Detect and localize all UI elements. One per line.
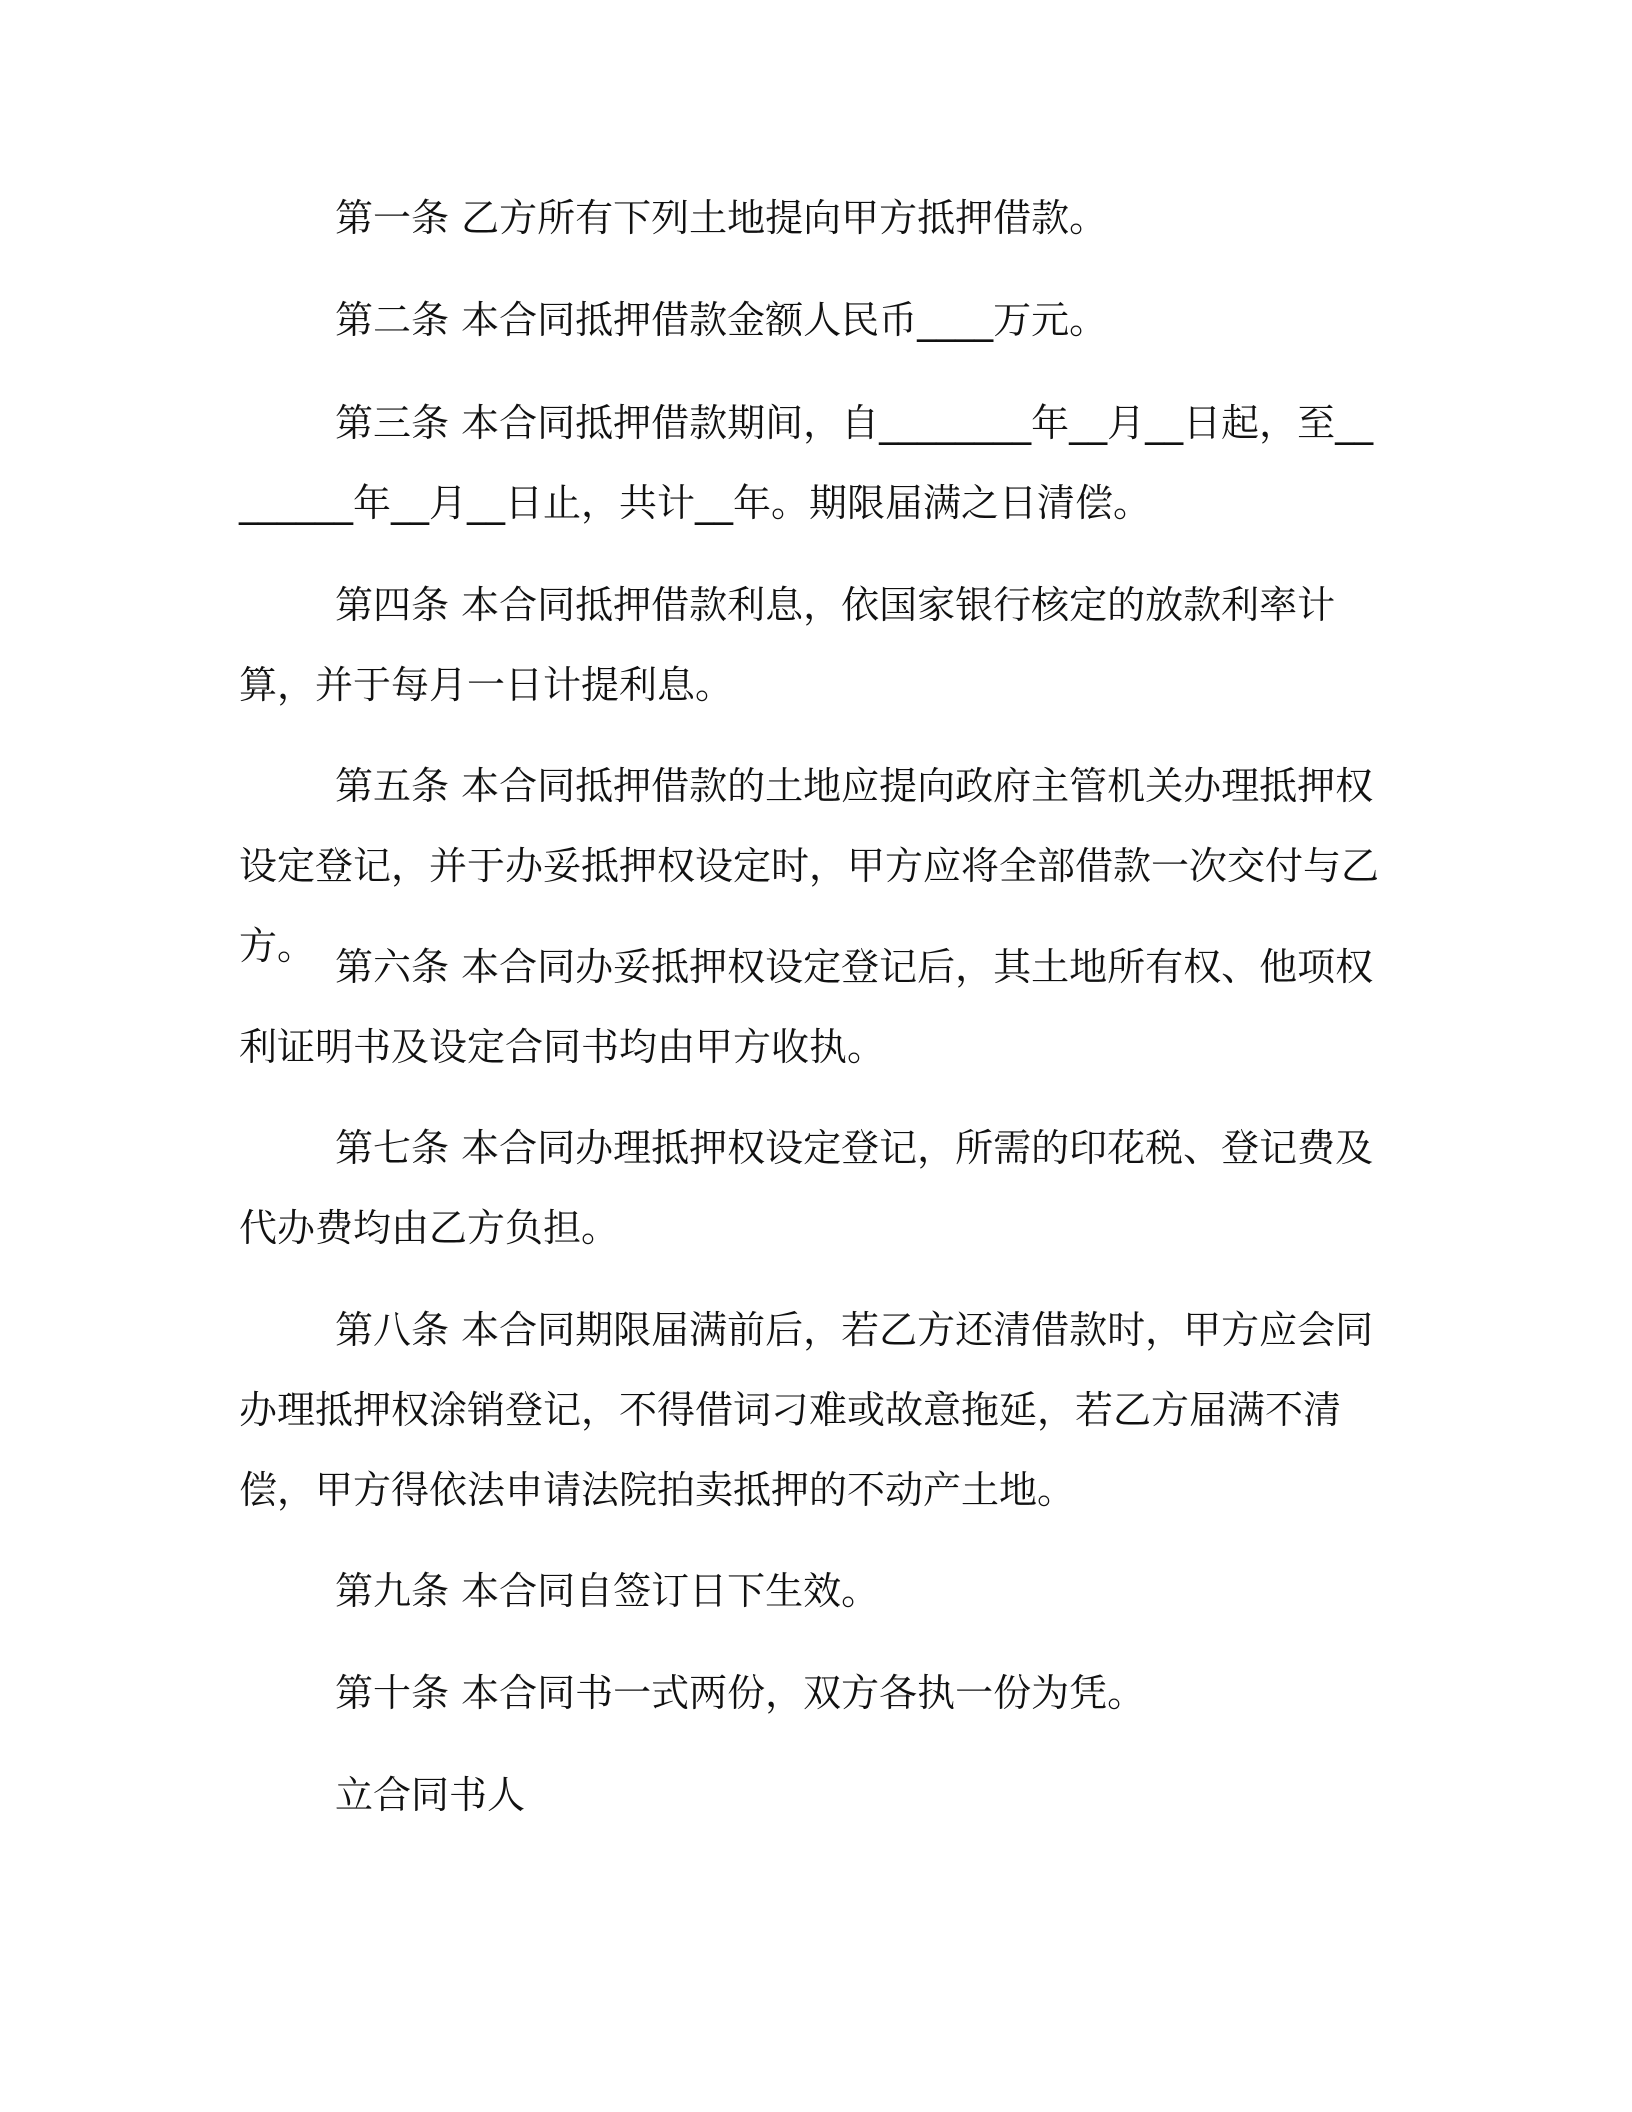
article-4: 第四条 本合同抵押借款利息，依国家银行核定的放款利率计算，并于每月一日计提利息。 bbox=[239, 583, 1336, 707]
article-5: 第五条 本合同抵押借款的土地应提向政府主管机关办理抵押权设定登记，并于办妥抵押权设定时，甲方应将全部借款一次交付与乙方。 bbox=[239, 764, 1380, 968]
article-7: 第七条 本合同办理抵押权设定登记，所需的印花税、登记费及代办费均由乙方负担。 bbox=[239, 1126, 1374, 1250]
article-1: 第一条 乙方所有下列土地提向甲方抵押借款。 bbox=[335, 196, 1108, 240]
article-2: 第二条 本合同抵押借款金额人民币____万元。 bbox=[335, 298, 1108, 342]
article-9: 第九条 本合同自签订日下生效。 bbox=[335, 1569, 880, 1613]
article-3: 第三条 本合同抵押借款期间，自________年__月__日起，至________年__月__日止，共计__年。期限届满之日清偿。 bbox=[239, 401, 1374, 525]
article-8: 第八条 本合同期限届满前后，若乙方还清借款时，甲方应会同办理抵押权涂销登记，不得借词刁难或故意拖延，若乙方届满不清偿，甲方得依法申请法院拍卖抵押的不动产土地。 bbox=[239, 1308, 1374, 1512]
article-6: 第六条 本合同办妥抵押权设定登记后，其土地所有权、他项权利证明书及设定合同书均由甲方收执。 bbox=[239, 945, 1374, 1069]
article-10: 第十条 本合同书一式两份，双方各执一份为凭。 bbox=[335, 1671, 1146, 1715]
signer-label: 立合同书人 bbox=[335, 1773, 526, 1817]
